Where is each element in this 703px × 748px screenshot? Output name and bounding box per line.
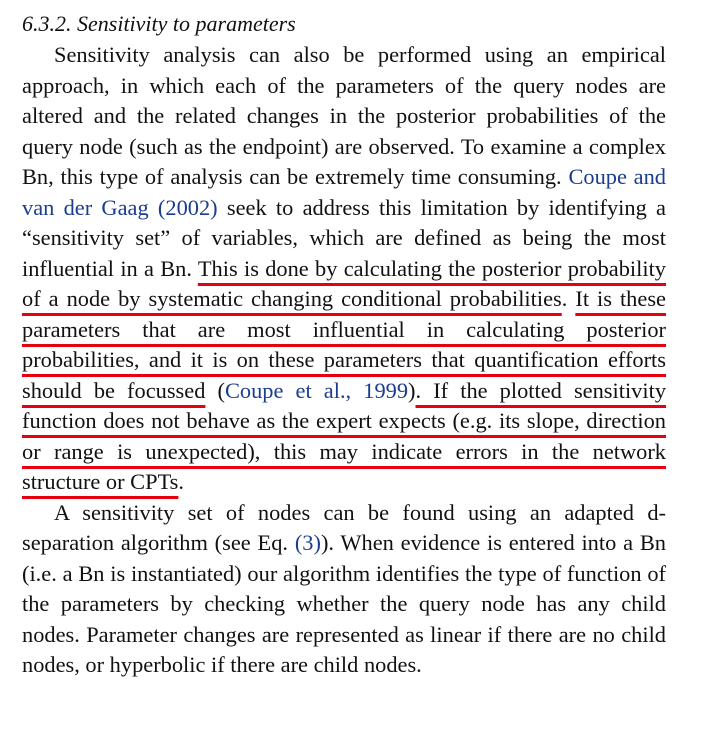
highlighted-sentence-2: It is these parameters that are most influential in calculating posterior probabilities, and it is on these parameters that quantification efforts should be focussed bbox=[22, 286, 666, 403]
paragraph-1-close-paren: ) bbox=[408, 377, 416, 403]
paragraph-2 bbox=[22, 498, 666, 681]
section-heading bbox=[22, 10, 666, 38]
paragraph-1 bbox=[22, 40, 666, 498]
paragraph-1-text-b: seek to address this limitation by identifying a “sensitivity set” of variables, which are defined as being the most influential in a Bn. bbox=[22, 194, 666, 281]
equation-reference-3[interactable]: (3) bbox=[294, 530, 321, 555]
paper-section bbox=[22, 10, 666, 681]
paragraph-1-text-a: Sensitivity analysis can also be performed using an empirical approach, in which each of the parameters of the query nodes are altered and the related changes in the posterior probabilities of the query node (such as the endpoint) are observed. To examine a complex Bn, this type of analysis can be extremely time consuming. bbox=[22, 42, 666, 189]
paragraph-1-period-b: . bbox=[178, 469, 185, 494]
citation-coupe-2002[interactable]: Coupe and van der Gaag (2002) bbox=[22, 164, 666, 220]
paragraph-1-open-paren: ( bbox=[217, 377, 225, 403]
citation-coupe-1999[interactable]: Coupe et al., 1999 bbox=[224, 377, 409, 403]
paragraph-2-text-b: ). When evidence is entered into a Bn (i.e. a Bn is instantiated) our algorithm identifies the type of function of the parameters by checking whether the query node has any child nodes. Parameter changes are represented as linear if there are no child nodes, or hyperbolic if there are child nodes. bbox=[22, 530, 666, 677]
paragraph-2-text-a: A sensitivity set of nodes can be found using an adapted d-separation algorithm (see Eq. bbox=[22, 499, 666, 555]
paragraph-1-period-a: . bbox=[561, 286, 568, 311]
section-title: Sensitivity to parameters bbox=[77, 11, 296, 36]
section-number: 6.3.2. bbox=[22, 11, 72, 36]
highlighted-sentence-1: This is done by calculating the posterior probability of a node by systematic changing conditional probabilities bbox=[22, 255, 666, 311]
highlighted-sentence-3: . If the plotted sensitivity function does not behave as the expert expects (e.g. its slope, direction or range is unexpected), this may indicate errors in the network structure or CPTs bbox=[22, 377, 667, 494]
